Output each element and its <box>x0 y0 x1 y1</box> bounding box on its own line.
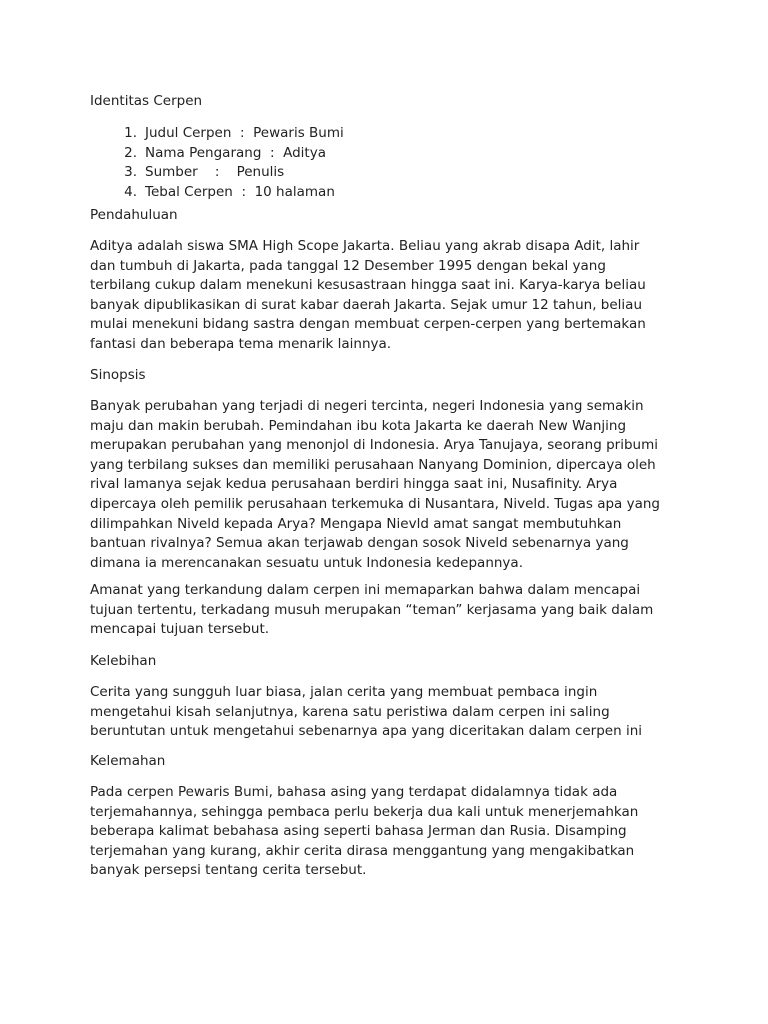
text-line: terjemahannya, sehingga pembaca perlu bekerja dua kali untuk menerjemahkan <box>90 803 639 820</box>
text-line: Cerita yang sungguh luar biasa, jalan cerita yang membuat pembaca ingin <box>90 684 598 700</box>
text-line: maju dan makin berubah. Pemindahan ibu kota Jakarta ke daerah New Wanjing <box>90 417 627 434</box>
text-line: bantuan rivalnya? Semua akan terjawab dengan sosok Niveld sebenarnya yang <box>90 535 629 552</box>
text-line: Aditya adalah siswa SMA High Scope Jakarta. Beliau yang akrab disapa Adit, lahir <box>90 238 640 254</box>
list-item: 3. Sumber : Penulis <box>124 164 285 181</box>
list-item: 2. Nama Pengarang : Aditya <box>124 144 326 161</box>
text-line: mulai menekuni bidang sastra dengan membuat cerpen-cerpen yang bertemakan <box>90 316 646 333</box>
pendahuluan-paragraph <box>90 237 690 355</box>
sinopsis-paragraph <box>90 397 690 573</box>
text-line: dimana ia merencanakan sesuatu untuk Indonesia kedepannya. <box>90 554 523 571</box>
text-line: beberapa kalimat bebahasa asing seperti bahasa Jerman dan Rusia. Disamping <box>90 823 627 840</box>
section-title-kelemahan: Kelemahan <box>90 753 166 769</box>
kelebihan-paragraph <box>90 683 690 742</box>
section-title-kelebihan: Kelebihan <box>90 653 157 669</box>
text-line: mengetahui kisah selanjutnya, karena satu peristiwa dalam cerpen ini saling <box>90 703 610 720</box>
text-line: dan tumbuh di Jakarta, pada tanggal 12 Desember 1995 dengan bekal yang <box>90 257 606 274</box>
text-line: Amanat yang terkandung dalam cerpen ini memaparkan bahwa dalam mencapai <box>90 582 641 598</box>
text-line: tujuan tertentu, terkadang musuh merupakan “teman” kerjasama yang baik dalam <box>90 601 654 618</box>
text-line: fantasi dan beberapa tema menarik lainnya. <box>90 335 392 352</box>
text-line: beruntutan untuk mengetahui sebenarnya apa yang diceritakan dalam cerpen ini <box>90 723 643 740</box>
text-line: banyak dipublikasikan di surat kabar daerah Jakarta. Sejak umur 12 tahun, beliau <box>90 296 642 313</box>
text-line: banyak persepsi tentang cerita tersebut. <box>90 862 367 879</box>
text-line: yang terbilang sukses dan memiliki perusahaan Nanyang Dominion, dipercaya oleh <box>90 456 656 473</box>
text-line: terbilang cukup dalam menekuni kesusastraan hingga saat ini. Karya-karya beliau <box>90 277 646 294</box>
text-line: Pada cerpen Pewaris Bumi, bahasa asing yang terdapat didalamnya tidak ada <box>90 784 618 800</box>
identitas-list <box>90 124 690 202</box>
section-title-pendahuluan: Pendahuluan <box>90 207 178 223</box>
text-line: terjemahan yang kurang, akhir cerita dirasa menggantung yang mengakibatkan <box>90 842 635 859</box>
text-line: mencapai tujuan tersebut. <box>90 621 270 638</box>
text-line: dipercaya oleh pemilik perusahaan terkemuka di Nusantara, Niveld. Tugas apa yang <box>90 495 660 512</box>
text-line: rival lamanya sejak kedua perusahaan berdiri hingga saat ini, Nusafinity. Arya <box>90 476 618 493</box>
text-line: merupakan perubahan yang menonjol di Indonesia. Arya Tanujaya, seorang pribumi <box>90 437 658 454</box>
text-line: Banyak perubahan yang terjadi di negeri tercinta, negeri Indonesia yang semakin <box>90 398 644 414</box>
section-title-sinopsis: Sinopsis <box>90 367 146 383</box>
kelemahan-paragraph <box>90 783 690 881</box>
list-item: 4. Tebal Cerpen : 10 halaman <box>124 183 335 200</box>
amanat-paragraph <box>90 581 690 640</box>
list-item: 1. Judul Cerpen : Pewaris Bumi <box>124 125 344 141</box>
text-line: dilimpahkan Niveld kepada Arya? Mengapa Nievld amat sangat membutuhkan <box>90 515 622 532</box>
section-title-identitas: Identitas Cerpen <box>90 93 203 109</box>
